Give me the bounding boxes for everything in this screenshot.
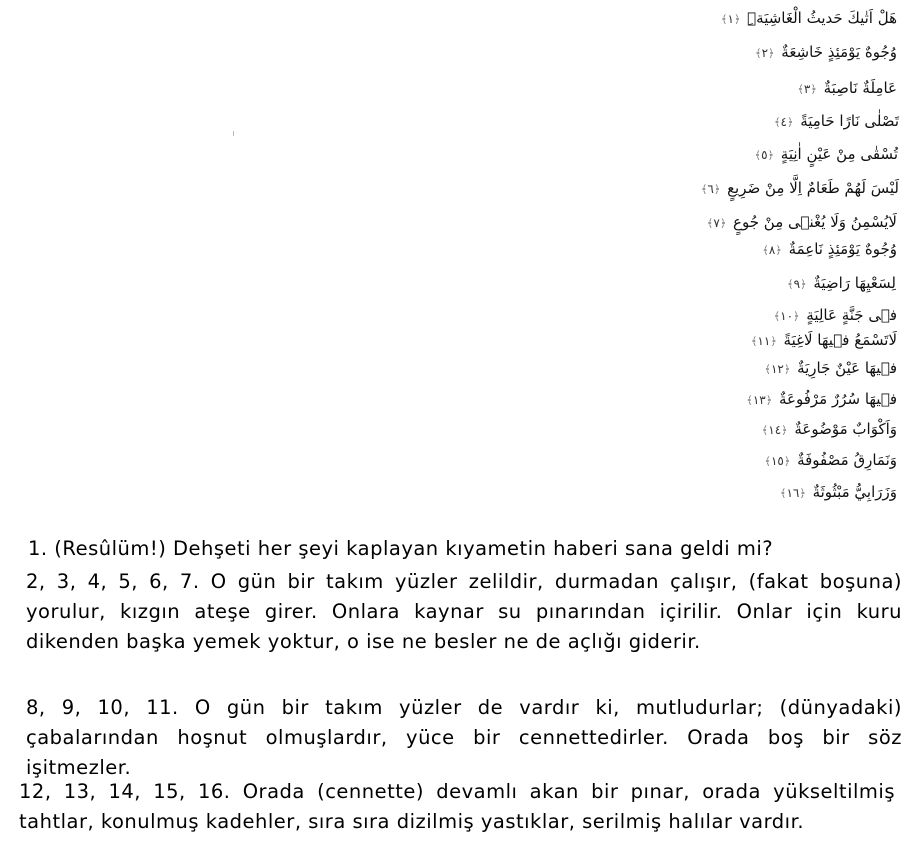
ayah-text: لَايُسْمِنُ وَلَا يُغْنٖى مِنْ جُوعٍ xyxy=(733,213,897,231)
ayah-12 xyxy=(763,358,898,380)
ayah-number-marker: ﴿١١﴾ xyxy=(750,334,777,348)
ayah-number: ١ xyxy=(727,12,734,26)
ayah-number: ١٤ xyxy=(768,423,782,437)
ayah-number: ٧ xyxy=(713,216,720,230)
ayah-number-marker: ﴿٤﴾ xyxy=(774,115,794,129)
ayah-number: ٣ xyxy=(803,82,811,96)
ayah-text: هَلْ اَتٰيكَ حَديثُ الْغَاشِيَةِۜ xyxy=(747,9,897,27)
ayah-number: ١٥ xyxy=(770,454,784,468)
ayah-10 xyxy=(772,305,897,327)
ayah-number-marker: ﴿٩﴾ xyxy=(787,277,807,291)
translation-paragraph-2: 2, 3, 4, 5, 6, 7. O gün bir takım yüzler zelildir, durmadan çalışır, (fakat boşuna) yorulur, kızgın ateşe girer. Onlara kaynar su pınarından içirilir. Onlar için kuru dikenden başka yemek yoktur, o ise ne besler ne de açlığı giderir. xyxy=(26,570,902,653)
ayah-13 xyxy=(744,389,897,411)
translation-paragraph-1: 1. (Resûlüm!) Dehşeti her şeyi kaplayan kıyametin haberi sana geldi mi? xyxy=(28,537,774,560)
ayah-text: عَامِلَةٌ نَاصِبَةٌ xyxy=(823,79,897,97)
ayah-text: تُسْقٰى مِنْ عَيْنٍ اٰنِيَةٍ xyxy=(780,145,898,163)
ayah-15 xyxy=(763,450,897,472)
ayah-number: ٨ xyxy=(768,243,776,257)
ayah-number-marker: ﴿١٢﴾ xyxy=(764,362,791,376)
ayah-text: لَاتَسْمَعُ فٖيهَا لَاغِيَةً xyxy=(783,331,897,349)
ayah-number: ١٢ xyxy=(770,362,784,376)
ayah-7 xyxy=(705,212,897,234)
ayah-number: ١٣ xyxy=(752,393,766,407)
ayah-text: لَيْسَ لَهُمْ طَعَامٌ اِلَّا مِنْ ضَرِيعٍ xyxy=(727,179,899,197)
ayah-number-marker: ﴿١٤﴾ xyxy=(761,423,788,437)
ayah-number: ١١ xyxy=(757,334,771,348)
ayah-number: ٢ xyxy=(761,46,769,60)
ayah-2 xyxy=(753,42,897,64)
ayah-text: لِسَعْيِهَا رَاضِيَةٌ xyxy=(813,274,896,292)
ayah-number: ١٠ xyxy=(780,309,794,323)
ayah-text: وَنَمَارِقُ مَصْفُوفَةٌ xyxy=(797,451,897,469)
ayah-number-marker: ﴿٣﴾ xyxy=(797,82,817,96)
ayah-11 xyxy=(749,330,897,352)
ayah-number-marker: ﴿٨﴾ xyxy=(762,243,782,257)
ayah-number: ٥ xyxy=(761,148,768,162)
ayah-16 xyxy=(778,482,897,504)
ayah-number: ٩ xyxy=(793,277,801,291)
ayah-number-marker: ﴿١٠﴾ xyxy=(773,309,800,323)
ayah-number: ٤ xyxy=(780,115,787,129)
ayah-number-marker: ﴿٧﴾ xyxy=(706,216,727,230)
ayah-8 xyxy=(760,239,897,261)
ayah-text: وَاَكْوَابٌ مَوْضُوعَةٌ xyxy=(794,420,897,438)
ayah-5 xyxy=(753,144,898,166)
ayah-text: تَصْلٰى نَارًا حَامِيَةً xyxy=(800,112,899,130)
ayah-6 xyxy=(699,178,899,200)
ayah-number-marker: ﴿٦﴾ xyxy=(700,182,721,196)
ayah-number-marker: ﴿١﴾ xyxy=(721,12,741,26)
ayah-text: وُجُوهٌ يَوْمَئِذٍ نَاعِمَةٌ xyxy=(788,240,897,258)
ayah-number-marker: ﴿٥﴾ xyxy=(754,148,774,162)
ayah-number-marker: ﴿١٦﴾ xyxy=(780,486,806,500)
ayah-number-marker: ﴿١٥﴾ xyxy=(764,454,791,468)
translation-paragraph-3: 8, 9, 10, 11. O gün bir takım yüzler de vardır ki, mutludurlar; (dünyadaki) çabalarından hoşnut olmuşlardır, yüce bir cennettedirler. Orada boş bir söz işitmezler. xyxy=(26,696,902,779)
ayah-14 xyxy=(760,419,897,441)
ayah-text: وُجُوهٌ يَوْمَئِذٍ خَاشِعَةٌ xyxy=(781,43,897,61)
ayah-number: ١٦ xyxy=(786,486,800,500)
ayah-3 xyxy=(795,78,897,100)
scan-speck xyxy=(233,131,234,136)
ayah-number-marker: ﴿٢﴾ xyxy=(755,46,775,60)
ayah-text: فٖى جَنَّةٍ عَالِيَةٍ xyxy=(806,306,897,324)
ayah-1 xyxy=(719,8,897,30)
ayah-text: فٖيهَا عَيْنٌ جَارِيَةٌ xyxy=(797,359,897,377)
ayah-number: ٦ xyxy=(707,182,714,196)
ayah-9 xyxy=(785,273,896,295)
ayah-text: وَزَرَابِيُّ مَبْثُوثَةٌ xyxy=(812,483,897,501)
ayah-text: فٖيهَا سُرُرٌ مَرْفُوعَةٌ xyxy=(778,390,897,408)
ayah-4 xyxy=(772,111,899,133)
translation-paragraph-4: 12, 13, 14, 15, 16. Orada (cennette) devamlı akan bir pınar, orada yükseltilmiş tahtlar, konulmuş kadehler, sıra sıra dizilmiş yastıklar, serilmiş halılar vardır. xyxy=(19,780,895,833)
ayah-number-marker: ﴿١٣﴾ xyxy=(746,393,773,407)
